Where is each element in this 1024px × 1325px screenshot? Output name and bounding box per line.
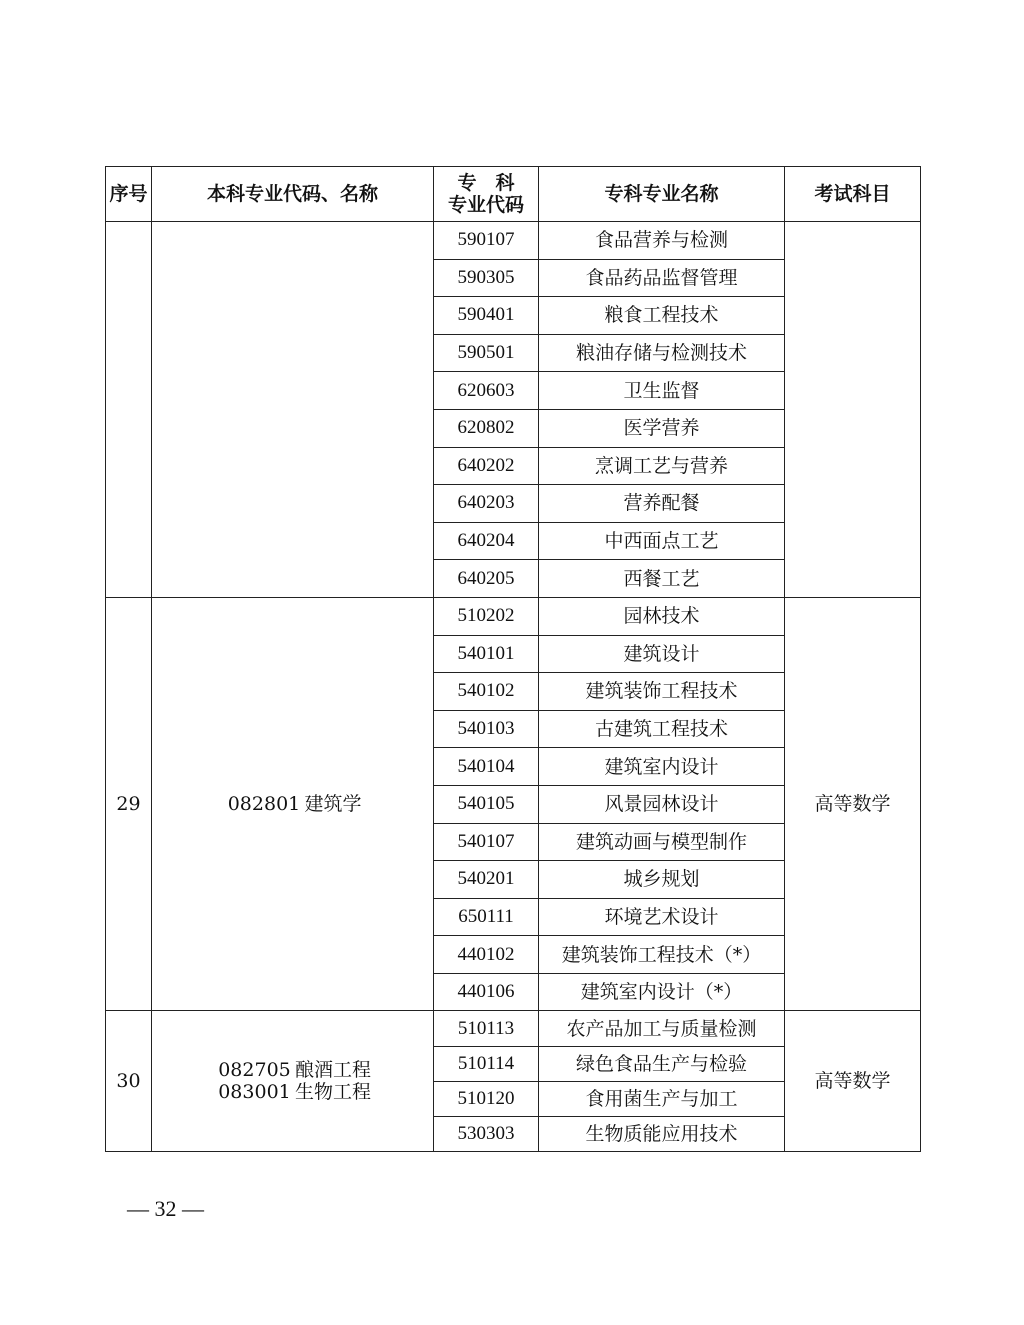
college-name-cell: 建筑室内设计 (539, 748, 785, 786)
major-mapping-table (105, 166, 921, 1152)
undergrad-name: 生物工程 (294, 1081, 371, 1104)
college-code-cell: 590107 (434, 222, 539, 260)
college-code-cell: 540201 (434, 861, 539, 899)
college-code-cell: 510202 (434, 597, 539, 635)
seq-cell: 30 (106, 1011, 152, 1152)
college-code-cell: 640204 (434, 522, 539, 560)
header-college-name: 专科专业名称 (539, 167, 785, 222)
college-code-cell: 620603 (434, 372, 539, 410)
college-name-cell: 建筑装饰工程技术 (539, 673, 785, 711)
college-name-cell: 古建筑工程技术 (539, 710, 785, 748)
seq-cell (106, 222, 152, 598)
header-college-code (434, 167, 539, 222)
college-code-cell: 650111 (434, 898, 539, 936)
table-row (106, 597, 921, 635)
college-code-cell: 590401 (434, 297, 539, 335)
undergrad-name: 建筑学 (304, 793, 362, 816)
college-code-cell: 640202 (434, 447, 539, 485)
undergrad-cell (152, 222, 434, 598)
undergrad-major (152, 793, 433, 815)
college-code-cell: 540101 (434, 635, 539, 673)
college-code-cell: 510114 (434, 1046, 539, 1081)
undergrad-major (152, 1059, 433, 1081)
college-code-cell: 640205 (434, 560, 539, 598)
table-row (106, 1011, 921, 1046)
table-row (106, 222, 921, 260)
college-code-cell: 440102 (434, 936, 539, 974)
college-name-cell: 绿色食品生产与检验 (539, 1046, 785, 1081)
college-code-cell: 620802 (434, 409, 539, 447)
college-name-cell: 环境艺术设计 (539, 898, 785, 936)
header-row (106, 167, 921, 222)
college-code-cell: 540102 (434, 673, 539, 711)
undergrad-code: 083001 (218, 1081, 291, 1104)
college-name-cell: 卫生监督 (539, 372, 785, 410)
undergrad-cell (152, 1011, 434, 1152)
college-name-cell: 建筑室内设计（*） (539, 973, 785, 1011)
header-college-code-line1: 专 科 (457, 172, 515, 194)
undergrad-code: 082705 (218, 1059, 291, 1082)
college-name-cell: 中西面点工艺 (539, 522, 785, 560)
college-code-cell: 540103 (434, 710, 539, 748)
college-name-cell: 风景园林设计 (539, 785, 785, 823)
seq-cell: 29 (106, 597, 152, 1011)
college-name-cell: 粮油存储与检测技术 (539, 334, 785, 372)
exam-cell (785, 222, 921, 598)
college-code-cell: 510113 (434, 1011, 539, 1046)
header-college-code-line2: 专业代码 (447, 194, 524, 216)
college-name-cell: 建筑动画与模型制作 (539, 823, 785, 861)
exam-cell: 高等数学 (785, 597, 921, 1011)
college-name-cell: 食用菌生产与加工 (539, 1081, 785, 1116)
college-name-cell: 城乡规划 (539, 861, 785, 899)
college-code-cell: 640203 (434, 485, 539, 523)
college-code-cell: 590305 (434, 259, 539, 297)
page-number: — 32 — (127, 1196, 204, 1221)
college-code-cell: 510120 (434, 1081, 539, 1116)
college-name-cell: 农产品加工与质量检测 (539, 1011, 785, 1046)
college-name-cell: 烹调工艺与营养 (539, 447, 785, 485)
header-exam: 考试科目 (785, 167, 921, 222)
undergrad-cell (152, 597, 434, 1011)
college-code-cell: 440106 (434, 973, 539, 1011)
college-name-cell: 营养配餐 (539, 485, 785, 523)
exam-cell: 高等数学 (785, 1011, 921, 1152)
college-name-cell: 建筑装饰工程技术（*） (539, 936, 785, 974)
undergrad-major (152, 1081, 433, 1103)
undergrad-name: 酿酒工程 (294, 1059, 371, 1082)
college-name-cell: 粮食工程技术 (539, 297, 785, 335)
college-name-cell: 食品营养与检测 (539, 222, 785, 260)
college-name-cell: 园林技术 (539, 597, 785, 635)
college-code-cell: 540105 (434, 785, 539, 823)
undergrad-code: 082801 (227, 793, 301, 816)
college-name-cell: 食品药品监督管理 (539, 259, 785, 297)
college-code-cell: 590501 (434, 334, 539, 372)
table-header (106, 167, 921, 222)
college-name-cell: 生物质能应用技术 (539, 1117, 785, 1152)
header-seq: 序号 (106, 167, 152, 222)
college-name-cell: 医学营养 (539, 409, 785, 447)
college-code-cell: 540104 (434, 748, 539, 786)
college-name-cell: 西餐工艺 (539, 560, 785, 598)
college-name-cell: 建筑设计 (539, 635, 785, 673)
header-undergrad: 本科专业代码、名称 (152, 167, 434, 222)
table-body (106, 222, 921, 1152)
college-code-cell: 540107 (434, 823, 539, 861)
college-code-cell: 530303 (434, 1117, 539, 1152)
